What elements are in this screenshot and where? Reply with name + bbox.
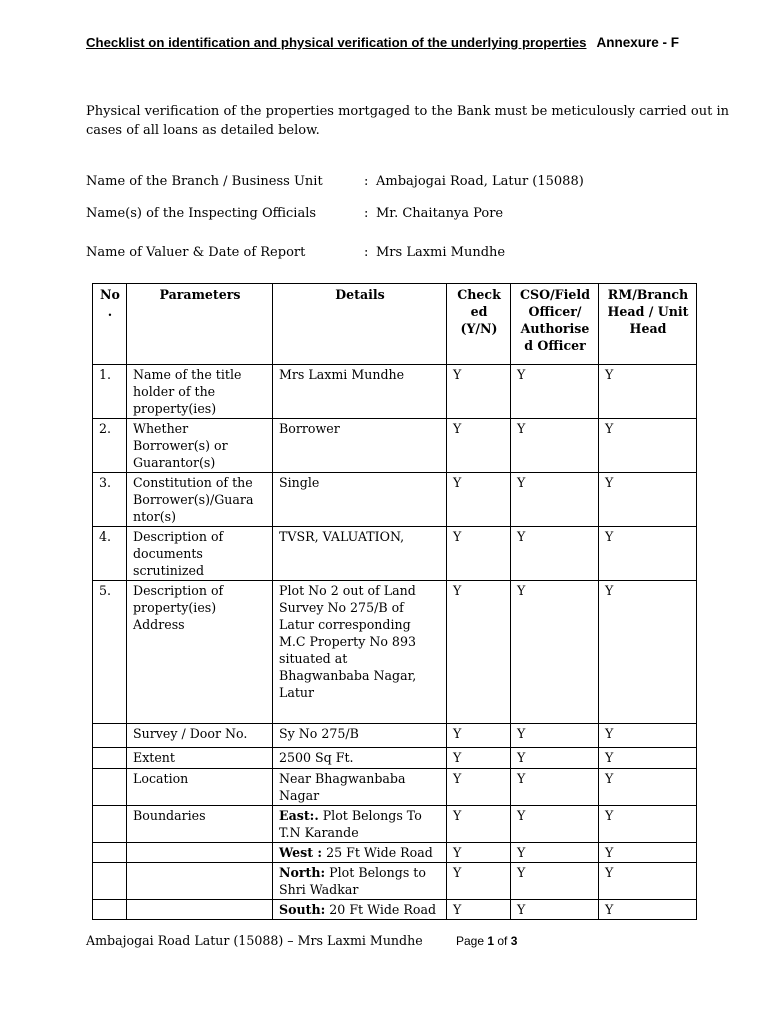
details-label: South: [279, 902, 326, 917]
row-details [273, 843, 447, 863]
details-text: Plot No 2 out of Land Survey No 275/B of Latur corresponding M.C Property No 893 situated at Bhagwanbaba Nagar, Latur [279, 583, 417, 700]
cso-cell: Y [511, 527, 599, 581]
checked-cell: Y [447, 473, 511, 527]
row-number [93, 900, 127, 920]
table-row [93, 473, 697, 527]
rm-cell: Y [599, 843, 697, 863]
table-row [93, 419, 697, 473]
checked-cell: Y [447, 900, 511, 920]
row-number [93, 748, 127, 769]
row-parameter [127, 900, 273, 920]
row-number [93, 843, 127, 863]
row-parameter: Location [127, 769, 273, 806]
rm-cell: Y [599, 527, 697, 581]
info-branch [86, 174, 584, 189]
details-text: Borrower [279, 421, 340, 436]
checked-cell: Y [447, 581, 511, 724]
rm-cell: Y [599, 806, 697, 843]
row-details [273, 581, 447, 724]
details-text: Mrs Laxmi Mundhe [279, 367, 405, 382]
checked-cell: Y [447, 527, 511, 581]
info-value: Mr. Chaitanya Pore [376, 206, 504, 221]
page-total: 3 [510, 934, 518, 948]
table-row [93, 769, 697, 806]
info-value: Mrs Laxmi Mundhe [376, 245, 506, 260]
info-valuer [86, 245, 505, 260]
rm-cell: Y [599, 419, 697, 473]
table-row [93, 863, 697, 900]
info-label: Name(s) of the Inspecting Officials [86, 206, 317, 221]
column-header-cso: CSO/Field Officer/ Authorise d Officer [511, 284, 599, 365]
rm-cell: Y [599, 365, 697, 419]
details-text: Near Bhagwanbaba Nagar [279, 771, 406, 803]
table-row [93, 724, 697, 748]
cso-cell: Y [511, 863, 599, 900]
row-parameter: Boundaries [127, 806, 273, 843]
details-text: 20 Ft Wide Road [325, 902, 437, 917]
cso-cell: Y [511, 900, 599, 920]
column-header-rm: RM/Branch Head / Unit Head [599, 284, 697, 365]
row-number: 2. [93, 419, 127, 473]
row-details [273, 748, 447, 769]
document-header [86, 35, 736, 50]
table-row [93, 806, 697, 843]
page-of: of [494, 934, 511, 948]
cso-cell: Y [511, 769, 599, 806]
checked-cell: Y [447, 748, 511, 769]
cso-cell: Y [511, 419, 599, 473]
row-number [93, 863, 127, 900]
details-label: East:. [279, 808, 319, 823]
row-parameter: Extent [127, 748, 273, 769]
table-row [93, 527, 697, 581]
info-label: Name of Valuer & Date of Report [86, 245, 306, 260]
column-header-no: No . [93, 284, 127, 365]
page-word: Page [456, 934, 488, 948]
info-inspecting-officials [86, 206, 503, 221]
info-separator: : [364, 245, 369, 260]
row-details [273, 863, 447, 900]
info-label: Name of the Branch / Business Unit [86, 174, 323, 189]
annexure-label: Annexure - F [596, 35, 679, 50]
column-header-checked: Check ed (Y/N) [447, 284, 511, 365]
table-row [93, 748, 697, 769]
details-label: North: [279, 865, 326, 880]
rm-cell: Y [599, 748, 697, 769]
info-value: Ambajogai Road, Latur (15088) [376, 174, 584, 189]
table-row [93, 843, 697, 863]
details-text: Sy No 275/B [279, 726, 359, 741]
table-row [93, 365, 697, 419]
row-details [273, 473, 447, 527]
checked-cell: Y [447, 806, 511, 843]
row-number: 1. [93, 365, 127, 419]
row-parameter: Constitution of the Borrower(s)/Guara ntor(s) [127, 473, 273, 527]
checked-cell: Y [447, 419, 511, 473]
details-text: 2500 Sq Ft. [279, 750, 354, 765]
footer-text: Ambajogai Road Latur (15088) – Mrs Laxmi Mundhe [86, 933, 423, 948]
checked-cell: Y [447, 724, 511, 748]
row-parameter [127, 863, 273, 900]
row-number [93, 806, 127, 843]
checklist-table [92, 283, 697, 920]
intro-paragraph: Physical verification of the properties mortgaged to the Bank must be meticulously carried out in cases of all loans as detailed below. [86, 104, 729, 138]
row-details [273, 419, 447, 473]
rm-cell: Y [599, 581, 697, 724]
details-text: 25 Ft Wide Road [322, 845, 433, 860]
row-details [273, 769, 447, 806]
column-header-details: Details [273, 284, 447, 365]
page-footer [86, 933, 518, 948]
details-label: West : [279, 845, 323, 860]
document-title: Checklist on identification and physical verification of the underlying properties [86, 35, 587, 50]
table-header-row [93, 284, 697, 365]
rm-cell: Y [599, 769, 697, 806]
row-details [273, 365, 447, 419]
details-text: TVSR, VALUATION, [279, 529, 405, 544]
cso-cell: Y [511, 581, 599, 724]
rm-cell: Y [599, 724, 697, 748]
checked-cell: Y [447, 365, 511, 419]
info-separator: : [364, 206, 369, 221]
cso-cell: Y [511, 806, 599, 843]
checked-cell: Y [447, 769, 511, 806]
table-row [93, 581, 697, 724]
row-parameter [127, 843, 273, 863]
row-details [273, 724, 447, 748]
info-separator: : [364, 174, 369, 189]
row-number [93, 769, 127, 806]
row-details [273, 806, 447, 843]
table-row [93, 900, 697, 920]
rm-cell: Y [599, 900, 697, 920]
checked-cell: Y [447, 863, 511, 900]
row-parameter: Whether Borrower(s) or Guarantor(s) [127, 419, 273, 473]
details-text: Plot Belongs To T.N Karande [279, 808, 422, 840]
row-parameter: Name of the title holder of the property(ies) [127, 365, 273, 419]
row-parameter: Description of documents scrutinized [127, 527, 273, 581]
row-details [273, 900, 447, 920]
row-number [93, 724, 127, 748]
row-details [273, 527, 447, 581]
row-parameter: Survey / Door No. [127, 724, 273, 748]
page-current: 1 [487, 934, 495, 948]
column-header-parameters: Parameters [127, 284, 273, 365]
cso-cell: Y [511, 724, 599, 748]
row-number: 5. [93, 581, 127, 724]
row-parameter: Description of property(ies) Address [127, 581, 273, 724]
cso-cell: Y [511, 473, 599, 527]
cso-cell: Y [511, 748, 599, 769]
row-number: 4. [93, 527, 127, 581]
checked-cell: Y [447, 843, 511, 863]
rm-cell: Y [599, 863, 697, 900]
row-number: 3. [93, 473, 127, 527]
details-text: Plot Belongs to Shri Wadkar [279, 865, 426, 897]
cso-cell: Y [511, 365, 599, 419]
page-number [456, 934, 517, 948]
details-text: Single [279, 475, 320, 490]
rm-cell: Y [599, 473, 697, 527]
cso-cell: Y [511, 843, 599, 863]
